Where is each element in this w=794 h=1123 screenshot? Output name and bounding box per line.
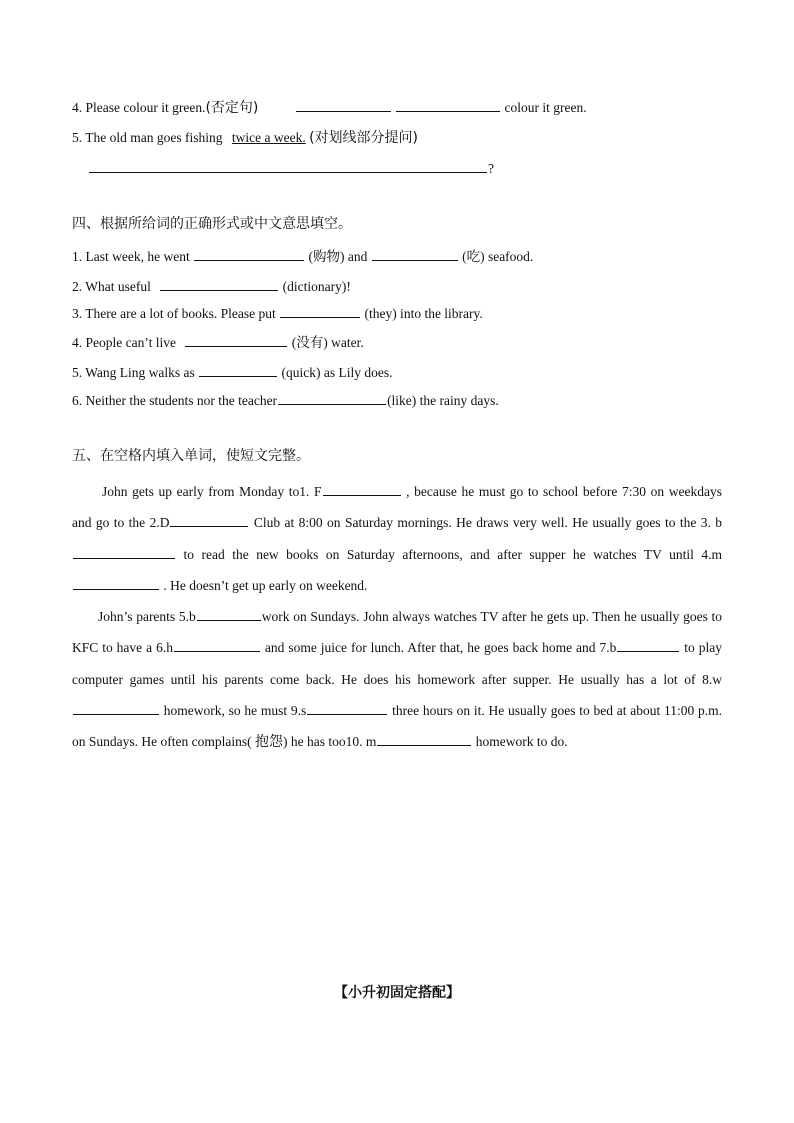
passage-text: homework to do. xyxy=(475,734,568,750)
question-4-5 xyxy=(72,362,393,383)
passage-text: work on Sundays. John always watches TV after he gets up. Then he usually goes to KFC to have a xyxy=(72,609,723,656)
question-hint: (dictionary)! xyxy=(282,279,351,294)
question-text: The old man goes fishing xyxy=(85,130,223,145)
answer-blank[interactable] xyxy=(307,700,387,715)
question-text: 1. Last week, he went xyxy=(72,249,190,264)
answer-blank[interactable] xyxy=(197,606,261,621)
blank-label: 7.b xyxy=(599,640,617,656)
question-text: 2. What useful xyxy=(72,279,151,294)
question-number: 5. xyxy=(72,130,83,145)
passage-text: and some juice for lunch. After that, he goes back home and xyxy=(264,640,596,656)
passage-text: to play computer games until his parents come back. He does his homework after supper. He usually has a lot of xyxy=(72,640,722,687)
answer-blank[interactable] xyxy=(280,303,360,318)
question-4-6 xyxy=(72,390,499,411)
question-3-5 xyxy=(72,128,418,148)
fixed-phrases-title: 【小升初固定搭配】 xyxy=(334,985,460,1001)
blank-label: 2.D xyxy=(149,515,170,531)
question-number: 4. xyxy=(72,100,83,115)
answer-blank[interactable] xyxy=(199,362,277,377)
question-hint: (like) the rainy days. xyxy=(387,393,499,408)
question-4-4 xyxy=(72,332,364,353)
blank-label: 5.b xyxy=(178,609,196,624)
question-text: 6. Neither the students nor the teacher xyxy=(72,393,278,408)
passage-text: Club at 8:00 on Saturday mornings. He draws very well. He usually goes to the xyxy=(253,515,697,531)
blank-label: 9.s xyxy=(290,702,307,718)
answer-blank[interactable] xyxy=(89,158,487,173)
passage-text: . He doesn’t get up early on weekend. xyxy=(163,577,368,593)
answer-blank[interactable] xyxy=(174,637,260,652)
answer-blank[interactable] xyxy=(296,97,391,112)
chinese-hint: 抱怨 xyxy=(254,734,283,751)
blank-label: 10. m xyxy=(345,734,377,750)
question-hint: (they) into the library. xyxy=(364,306,483,321)
question-text: Please colour it green. xyxy=(85,100,206,115)
question-note: (否定句) xyxy=(205,100,259,116)
answer-blank[interactable] xyxy=(73,575,159,590)
passage-text: ) he has too xyxy=(282,734,346,750)
answer-blank[interactable] xyxy=(372,246,458,261)
section-4-heading: 四、根据所给词的正确形式或中文意思填空。 xyxy=(72,216,352,232)
question-text: 3. There are a lot of books. Please put xyxy=(72,306,276,321)
underlined-phrase: twice a week. xyxy=(231,130,306,145)
passage-paragraph-1 xyxy=(72,476,722,601)
answer-blank[interactable] xyxy=(73,544,175,559)
blank-label: 4.m xyxy=(701,546,723,562)
answer-line xyxy=(88,158,494,179)
blank-label: 1. F xyxy=(299,484,322,499)
passage-text: John’s parents xyxy=(98,609,176,624)
answer-blank[interactable] xyxy=(396,97,500,112)
passage-paragraph-2 xyxy=(72,601,722,758)
answer-blank[interactable] xyxy=(170,512,248,527)
blank-label: 6.h xyxy=(156,640,173,656)
answer-blank[interactable] xyxy=(278,390,386,405)
answer-blank[interactable] xyxy=(377,731,471,746)
passage-text: homework, so he must xyxy=(163,702,288,718)
answer-blank[interactable] xyxy=(185,332,287,347)
question-hint: (没有) water. xyxy=(291,335,364,350)
passage-text: , because he must go to school before 7:30 on weekdays and go to the xyxy=(72,484,723,531)
answer-blank[interactable] xyxy=(160,276,278,291)
question-4-3 xyxy=(72,303,483,324)
question-text-tail: colour it green. xyxy=(504,100,587,115)
answer-blank[interactable] xyxy=(617,637,679,652)
blank-label: 8.w xyxy=(702,671,722,687)
answer-blank[interactable] xyxy=(323,481,401,496)
section-5-heading: 五、在空格内填入单词，使短文完整。 xyxy=(72,448,310,464)
question-4-2 xyxy=(72,276,351,297)
question-hint: (购物) and xyxy=(308,249,368,264)
question-note: (对划线部分提问) xyxy=(309,130,419,146)
question-4-1 xyxy=(72,246,533,267)
question-hint: (quick) as Lily does. xyxy=(281,365,393,380)
question-text: 5. Wang Ling walks as xyxy=(72,365,195,380)
question-mark: ? xyxy=(488,161,494,176)
passage-text: three hours on it. He usually goes to bed at about 11:00 p.m. on Sundays. He often complains( xyxy=(72,702,723,750)
blank-label: 3. b xyxy=(700,515,723,531)
passage-text: to read the new books on Saturday afternoons, and after supper he watches TV until xyxy=(183,546,694,562)
answer-blank[interactable] xyxy=(194,246,304,261)
question-hint: (吃) seafood. xyxy=(462,249,534,264)
question-3-4 xyxy=(72,97,587,118)
question-text: 4. People can’t live xyxy=(72,335,176,350)
answer-blank[interactable] xyxy=(73,700,159,715)
passage-text: John gets up early from Monday to xyxy=(102,484,300,499)
